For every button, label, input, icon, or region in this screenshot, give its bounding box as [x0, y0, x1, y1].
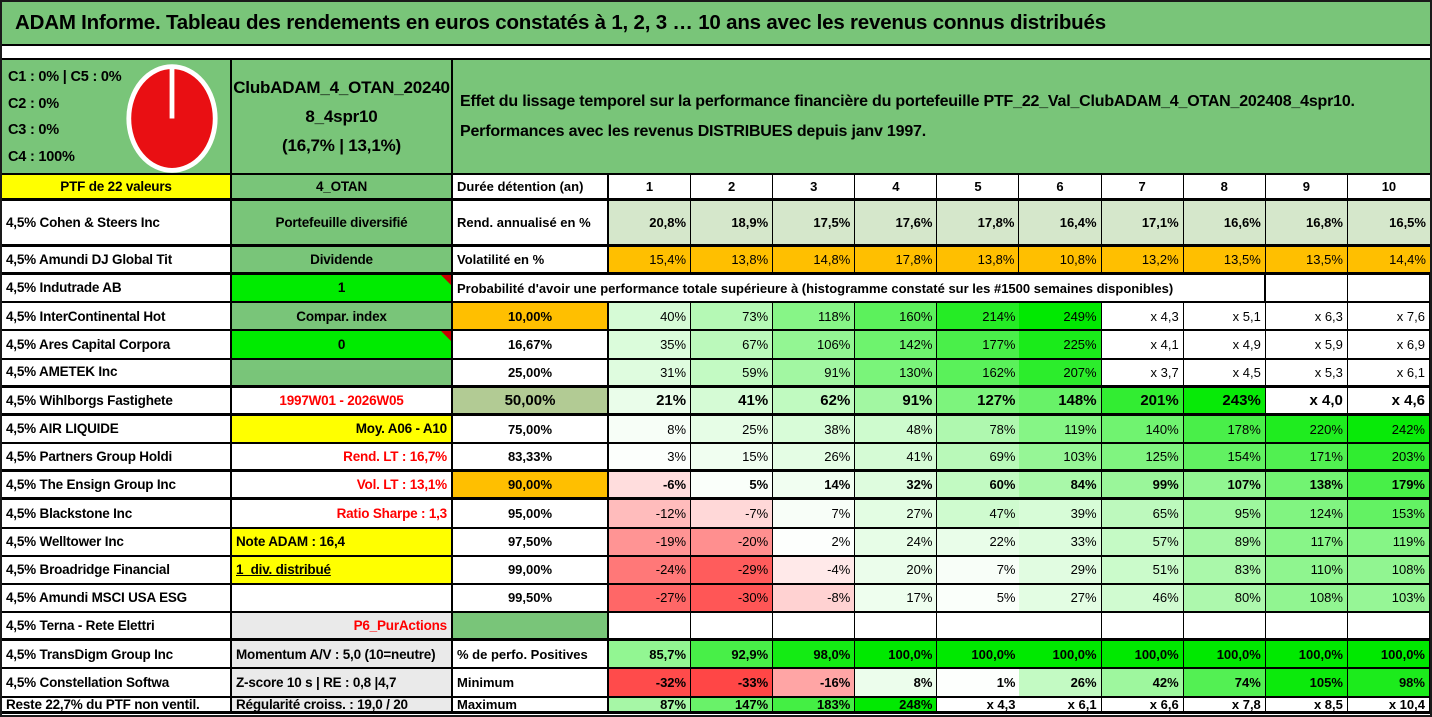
- value-cell[interactable]: 38%: [773, 416, 855, 444]
- value-cell[interactable]: 62%: [773, 388, 855, 416]
- attr-cell[interactable]: Ratio Sharpe : 1,3: [232, 500, 453, 528]
- value-cell[interactable]: x 8,5: [1266, 698, 1348, 715]
- value-cell[interactable]: 178%: [1184, 416, 1266, 444]
- value-cell[interactable]: 78%: [937, 416, 1019, 444]
- attr-cell[interactable]: [232, 585, 453, 613]
- value-cell[interactable]: 5: [937, 175, 1019, 201]
- attr-cell[interactable]: P6_PurActions: [232, 613, 453, 641]
- value-cell[interactable]: 119%: [1348, 529, 1430, 557]
- stock-name-cell[interactable]: 4,5% Terna - Rete Elettri: [2, 613, 232, 641]
- value-cell[interactable]: 177%: [937, 331, 1019, 359]
- value-cell[interactable]: [609, 613, 691, 641]
- value-cell[interactable]: 17,1%: [1102, 201, 1184, 247]
- value-cell[interactable]: x 7,8: [1184, 698, 1266, 715]
- value-cell[interactable]: 118%: [773, 303, 855, 331]
- attr-cell[interactable]: [232, 360, 453, 388]
- stock-name-cell[interactable]: 4,5% Blackstone Inc: [2, 500, 232, 528]
- stock-name-cell[interactable]: 4,5% Amundi DJ Global Tit: [2, 247, 232, 275]
- value-cell[interactable]: 10: [1348, 175, 1430, 201]
- stock-name-cell[interactable]: 4,5% Amundi MSCI USA ESG: [2, 585, 232, 613]
- ptf-header-cell[interactable]: PTF de 22 valeurs: [2, 175, 232, 201]
- value-cell[interactable]: 80%: [1184, 585, 1266, 613]
- stock-name-cell[interactable]: 4,5% TransDigm Group Inc: [2, 641, 232, 669]
- value-cell[interactable]: 26%: [773, 444, 855, 472]
- value-cell[interactable]: 41%: [855, 444, 937, 472]
- value-cell[interactable]: 27%: [1019, 585, 1101, 613]
- row-label-cell[interactable]: 16,67%: [453, 331, 609, 359]
- value-cell[interactable]: 1: [609, 175, 691, 201]
- stock-name-cell[interactable]: 4,5% Ares Capital Corpora: [2, 331, 232, 359]
- value-cell[interactable]: 67%: [691, 331, 773, 359]
- value-cell[interactable]: 154%: [1184, 444, 1266, 472]
- value-cell[interactable]: 201%: [1102, 388, 1184, 416]
- value-cell[interactable]: 26%: [1019, 669, 1101, 697]
- description-line: Effet du lissage temporel sur la performance financière du portefeuille PTF_22_Val_ClubADAM_4_OTAN_202408_4spr10.: [460, 92, 1355, 110]
- value-cell[interactable]: 22%: [937, 529, 1019, 557]
- portfolio-id-text: [232, 60, 451, 173]
- value-cell[interactable]: 10,8%: [1019, 247, 1101, 275]
- value-cell[interactable]: 2: [691, 175, 773, 201]
- returns-table: [2, 175, 1430, 714]
- value-cell[interactable]: x 3,7: [1102, 360, 1184, 388]
- value-cell[interactable]: -30%: [691, 585, 773, 613]
- value-cell[interactable]: -27%: [609, 585, 691, 613]
- value-cell[interactable]: 91%: [855, 388, 937, 416]
- stock-name-cell[interactable]: 4,5% Wihlborgs Fastighete: [2, 388, 232, 416]
- value-cell[interactable]: 13,8%: [937, 247, 1019, 275]
- value-cell[interactable]: [1019, 613, 1101, 641]
- value-cell[interactable]: 13,8%: [691, 247, 773, 275]
- value-cell[interactable]: 214%: [937, 303, 1019, 331]
- attr-cell[interactable]: 1: [232, 275, 453, 303]
- portfolio-id-line: (16,7% | 13,1%): [282, 136, 401, 155]
- value-cell[interactable]: 20,8%: [609, 201, 691, 247]
- value-cell[interactable]: 25%: [691, 416, 773, 444]
- value-cell[interactable]: 18,9%: [691, 201, 773, 247]
- attr-cell[interactable]: 4_OTAN: [232, 175, 453, 201]
- value-cell[interactable]: 100,0%: [1266, 641, 1348, 669]
- portfolio-id-line: ClubADAM_4_OTAN_20240: [233, 78, 450, 97]
- stock-name-cell[interactable]: 4,5% The Ensign Group Inc: [2, 472, 232, 500]
- value-cell[interactable]: 179%: [1348, 472, 1430, 500]
- value-cell[interactable]: 183%: [773, 698, 855, 715]
- value-cell[interactable]: -4%: [773, 557, 855, 585]
- value-cell[interactable]: x 6,6: [1102, 698, 1184, 715]
- value-cell[interactable]: 108%: [1266, 585, 1348, 613]
- attr-cell[interactable]: Régularité croiss. : 19,0 / 20: [232, 698, 453, 715]
- page-title: ADAM Informe. Tableau des rendements en euros constatés à 1, 2, 3 … 10 ans avec les revenus connus distribués: [2, 2, 1430, 46]
- row-label-cell[interactable]: 95,00%: [453, 500, 609, 528]
- value-cell[interactable]: 17,8%: [937, 201, 1019, 247]
- value-cell[interactable]: 31%: [609, 360, 691, 388]
- value-cell[interactable]: 105%: [1266, 669, 1348, 697]
- value-cell[interactable]: 140%: [1102, 416, 1184, 444]
- value-cell[interactable]: 98,0%: [773, 641, 855, 669]
- value-cell[interactable]: 8: [1184, 175, 1266, 201]
- value-cell[interactable]: 17,5%: [773, 201, 855, 247]
- row-label-cell[interactable]: Minimum: [453, 669, 609, 697]
- value-cell[interactable]: 99%: [1102, 472, 1184, 500]
- value-cell[interactable]: x 4,1: [1102, 331, 1184, 359]
- value-cell[interactable]: 242%: [1348, 416, 1430, 444]
- value-cell[interactable]: 40%: [609, 303, 691, 331]
- description-line: Performances avec les revenus DISTRIBUES depuis janv 1997.: [460, 122, 926, 140]
- value-cell[interactable]: 89%: [1184, 529, 1266, 557]
- value-cell[interactable]: [1266, 613, 1348, 641]
- value-cell[interactable]: 110%: [1266, 557, 1348, 585]
- value-cell[interactable]: -16%: [773, 669, 855, 697]
- value-cell[interactable]: 16,5%: [1348, 201, 1430, 247]
- stock-name-cell[interactable]: 4,5% Partners Group Holdi: [2, 444, 232, 472]
- value-cell[interactable]: -20%: [691, 529, 773, 557]
- portfolio-id-cell[interactable]: [232, 60, 453, 173]
- value-cell[interactable]: 106%: [773, 331, 855, 359]
- value-cell[interactable]: 142%: [855, 331, 937, 359]
- stock-name-cell[interactable]: 4,5% AMETEK Inc: [2, 360, 232, 388]
- attr-cell[interactable]: Compar. index: [232, 303, 453, 331]
- value-cell[interactable]: 107%: [1184, 472, 1266, 500]
- allocation-line: C1 : 0% | C5 : 0%: [8, 69, 122, 85]
- value-cell[interactable]: 100,0%: [1348, 641, 1430, 669]
- value-cell[interactable]: 124%: [1266, 500, 1348, 528]
- value-cell[interactable]: 127%: [937, 388, 1019, 416]
- value-cell[interactable]: 8%: [855, 669, 937, 697]
- value-cell[interactable]: 74%: [1184, 669, 1266, 697]
- value-cell[interactable]: 249%: [1019, 303, 1101, 331]
- value-cell[interactable]: 207%: [1019, 360, 1101, 388]
- value-cell[interactable]: 57%: [1102, 529, 1184, 557]
- stock-name-cell[interactable]: 4,5% Broadridge Financial: [2, 557, 232, 585]
- value-cell[interactable]: [937, 613, 1019, 641]
- value-cell[interactable]: 65%: [1102, 500, 1184, 528]
- value-cell[interactable]: 243%: [1184, 388, 1266, 416]
- value-cell[interactable]: 39%: [1019, 500, 1101, 528]
- allocation-pie-chart[interactable]: [124, 62, 220, 173]
- value-cell[interactable]: x 6,3: [1266, 303, 1348, 331]
- value-cell[interactable]: 91%: [773, 360, 855, 388]
- value-cell[interactable]: 5%: [937, 585, 1019, 613]
- value-cell[interactable]: 98%: [1348, 669, 1430, 697]
- row-label-cell[interactable]: [453, 613, 609, 641]
- attr-cell[interactable]: Portefeuille diversifié: [232, 201, 453, 247]
- value-cell[interactable]: x 7,6: [1348, 303, 1430, 331]
- row-label-cell[interactable]: 50,00%: [453, 388, 609, 416]
- value-cell[interactable]: 125%: [1102, 444, 1184, 472]
- value-cell[interactable]: 14,4%: [1348, 247, 1430, 275]
- value-cell[interactable]: 16,4%: [1019, 201, 1101, 247]
- value-cell[interactable]: x 4,3: [937, 698, 1019, 715]
- value-cell[interactable]: x 4,5: [1184, 360, 1266, 388]
- row-label-cell[interactable]: 99,50%: [453, 585, 609, 613]
- value-cell[interactable]: 100,0%: [1184, 641, 1266, 669]
- value-cell[interactable]: 248%: [855, 698, 937, 715]
- value-cell[interactable]: x 5,3: [1266, 360, 1348, 388]
- attr-cell[interactable]: 0: [232, 331, 453, 359]
- value-cell[interactable]: 35%: [609, 331, 691, 359]
- value-cell[interactable]: 16,6%: [1184, 201, 1266, 247]
- value-cell[interactable]: 153%: [1348, 500, 1430, 528]
- value-cell[interactable]: 85,7%: [609, 641, 691, 669]
- value-cell[interactable]: 100,0%: [855, 641, 937, 669]
- value-cell[interactable]: 6: [1019, 175, 1101, 201]
- value-cell[interactable]: 27%: [855, 500, 937, 528]
- value-cell[interactable]: 100,0%: [1102, 641, 1184, 669]
- value-cell[interactable]: [691, 613, 773, 641]
- value-cell[interactable]: 103%: [1348, 585, 1430, 613]
- value-cell[interactable]: -8%: [773, 585, 855, 613]
- row-label-cell[interactable]: 25,00%: [453, 360, 609, 388]
- stock-name-cell[interactable]: 4,5% Cohen & Steers Inc: [2, 201, 232, 247]
- value-cell[interactable]: 17,8%: [855, 247, 937, 275]
- value-cell[interactable]: 13,5%: [1266, 247, 1348, 275]
- value-cell[interactable]: 83%: [1184, 557, 1266, 585]
- value-cell[interactable]: 100,0%: [1019, 641, 1101, 669]
- attr-cell[interactable]: Momentum A/V : 5,0 (10=neutre): [232, 641, 453, 669]
- value-cell[interactable]: 59%: [691, 360, 773, 388]
- value-cell[interactable]: [1348, 613, 1430, 641]
- value-cell[interactable]: 60%: [937, 472, 1019, 500]
- value-cell[interactable]: 2%: [773, 529, 855, 557]
- value-cell[interactable]: [773, 613, 855, 641]
- value-cell[interactable]: [1184, 613, 1266, 641]
- value-cell[interactable]: 4: [855, 175, 937, 201]
- value-cell[interactable]: 130%: [855, 360, 937, 388]
- value-cell[interactable]: 220%: [1266, 416, 1348, 444]
- value-cell[interactable]: 203%: [1348, 444, 1430, 472]
- value-cell[interactable]: 14%: [773, 472, 855, 500]
- value-cell[interactable]: -12%: [609, 500, 691, 528]
- value-cell[interactable]: 119%: [1019, 416, 1101, 444]
- row-label-cell[interactable]: 99,00%: [453, 557, 609, 585]
- value-cell[interactable]: 87%: [609, 698, 691, 715]
- attr-cell[interactable]: Dividende: [232, 247, 453, 275]
- stock-name-cell[interactable]: 4,5% Indutrade AB: [2, 275, 232, 303]
- allocation-line: C3 : 0%: [8, 122, 59, 138]
- empty-cell[interactable]: [1266, 275, 1348, 303]
- value-cell[interactable]: x 4,0: [1266, 388, 1348, 416]
- value-cell[interactable]: x 6,9: [1348, 331, 1430, 359]
- value-cell[interactable]: 7%: [937, 557, 1019, 585]
- value-cell[interactable]: 3: [773, 175, 855, 201]
- value-cell[interactable]: 41%: [691, 388, 773, 416]
- value-cell[interactable]: 24%: [855, 529, 937, 557]
- value-cell[interactable]: 108%: [1348, 557, 1430, 585]
- value-cell[interactable]: -7%: [691, 500, 773, 528]
- value-cell[interactable]: 160%: [855, 303, 937, 331]
- value-cell[interactable]: 51%: [1102, 557, 1184, 585]
- row-label-cell[interactable]: 90,00%: [453, 472, 609, 500]
- row-label-cell[interactable]: Volatilité en %: [453, 247, 609, 275]
- attr-cell[interactable]: 1997W01 - 2026W05: [232, 388, 453, 416]
- value-cell[interactable]: -19%: [609, 529, 691, 557]
- value-cell[interactable]: 5%: [691, 472, 773, 500]
- row-label-cell[interactable]: 10,00%: [453, 303, 609, 331]
- value-cell[interactable]: 3%: [609, 444, 691, 472]
- value-cell[interactable]: 17,6%: [855, 201, 937, 247]
- value-cell[interactable]: 33%: [1019, 529, 1101, 557]
- value-cell[interactable]: 13,2%: [1102, 247, 1184, 275]
- empty-cell[interactable]: [1348, 275, 1430, 303]
- value-cell[interactable]: x 6,1: [1019, 698, 1101, 715]
- attr-cell[interactable]: 1_div. distribué: [232, 557, 453, 585]
- value-cell[interactable]: 13,5%: [1184, 247, 1266, 275]
- value-cell[interactable]: 138%: [1266, 472, 1348, 500]
- value-cell[interactable]: 73%: [691, 303, 773, 331]
- value-cell[interactable]: 20%: [855, 557, 937, 585]
- spacer: [2, 46, 1430, 58]
- value-cell[interactable]: x 4,9: [1184, 331, 1266, 359]
- value-cell[interactable]: 103%: [1019, 444, 1101, 472]
- value-cell[interactable]: 171%: [1266, 444, 1348, 472]
- value-cell[interactable]: 47%: [937, 500, 1019, 528]
- value-cell[interactable]: 46%: [1102, 585, 1184, 613]
- stock-name-cell[interactable]: 4,5% Welltower Inc: [2, 529, 232, 557]
- stock-name-cell[interactable]: 4,5% InterContinental Hot: [2, 303, 232, 331]
- row-label-cell[interactable]: Durée détention (an): [453, 175, 609, 201]
- value-cell[interactable]: -6%: [609, 472, 691, 500]
- value-cell[interactable]: 100,0%: [937, 641, 1019, 669]
- attr-cell[interactable]: Note ADAM : 16,4: [232, 529, 453, 557]
- stock-name-cell[interactable]: 4,5% AIR LIQUIDE: [2, 416, 232, 444]
- value-cell[interactable]: x 10,4: [1348, 698, 1430, 715]
- allocation-classes-text: [8, 64, 121, 170]
- row-label-cell[interactable]: 75,00%: [453, 416, 609, 444]
- value-cell[interactable]: -29%: [691, 557, 773, 585]
- value-cell[interactable]: [855, 613, 937, 641]
- value-cell[interactable]: 148%: [1019, 388, 1101, 416]
- value-cell[interactable]: 42%: [1102, 669, 1184, 697]
- value-cell[interactable]: 95%: [1184, 500, 1266, 528]
- value-cell[interactable]: -33%: [691, 669, 773, 697]
- stock-name-cell[interactable]: Reste 22,7% du PTF non ventil.: [2, 698, 232, 715]
- value-cell[interactable]: 29%: [1019, 557, 1101, 585]
- value-cell[interactable]: 14,8%: [773, 247, 855, 275]
- value-cell[interactable]: x 5,1: [1184, 303, 1266, 331]
- row-label-cell[interactable]: 97,50%: [453, 529, 609, 557]
- value-cell[interactable]: 32%: [855, 472, 937, 500]
- header-block: [2, 58, 1430, 175]
- attr-cell[interactable]: Moy. A06 - A10: [232, 416, 453, 444]
- attr-cell[interactable]: Rend. LT : 16,7%: [232, 444, 453, 472]
- attr-cell[interactable]: Z-score 10 s | RE : 0,8 |4,7: [232, 669, 453, 697]
- allocation-cell[interactable]: [2, 60, 232, 173]
- row-label-cell[interactable]: Maximum: [453, 698, 609, 715]
- row-label-cell[interactable]: 83,33%: [453, 444, 609, 472]
- value-cell[interactable]: x 4,6: [1348, 388, 1430, 416]
- value-cell[interactable]: 15,4%: [609, 247, 691, 275]
- allocation-line: C4 : 100%: [8, 148, 75, 165]
- description-cell[interactable]: [453, 60, 1430, 173]
- attr-cell[interactable]: Vol. LT : 13,1%: [232, 472, 453, 500]
- value-cell[interactable]: 15%: [691, 444, 773, 472]
- stock-name-cell[interactable]: 4,5% Constellation Softwa: [2, 669, 232, 697]
- value-cell[interactable]: 21%: [609, 388, 691, 416]
- value-cell[interactable]: 8%: [609, 416, 691, 444]
- value-cell[interactable]: 147%: [691, 698, 773, 715]
- portfolio-id-line: 8_4spr10: [305, 107, 378, 126]
- row-label-cell[interactable]: Rend. annualisé en %: [453, 201, 609, 247]
- value-cell[interactable]: [1102, 613, 1184, 641]
- value-cell[interactable]: 7: [1102, 175, 1184, 201]
- value-cell[interactable]: 1%: [937, 669, 1019, 697]
- value-cell[interactable]: 48%: [855, 416, 937, 444]
- value-cell[interactable]: 17%: [855, 585, 937, 613]
- value-cell[interactable]: 162%: [937, 360, 1019, 388]
- value-cell[interactable]: x 6,1: [1348, 360, 1430, 388]
- value-cell[interactable]: 7%: [773, 500, 855, 528]
- value-cell[interactable]: 69%: [937, 444, 1019, 472]
- value-cell[interactable]: 117%: [1266, 529, 1348, 557]
- value-cell[interactable]: x 5,9: [1266, 331, 1348, 359]
- value-cell[interactable]: 16,8%: [1266, 201, 1348, 247]
- allocation-line: C2 : 0%: [8, 95, 59, 112]
- row-label-cell[interactable]: % de perfo. Positives: [453, 641, 609, 669]
- value-cell[interactable]: 92,9%: [691, 641, 773, 669]
- description-text: [453, 60, 1430, 173]
- probability-header-cell[interactable]: Probabilité d'avoir une performance totale supérieure à (histogramme constaté sur les #1500 semaines disponibles): [453, 275, 1266, 303]
- value-cell[interactable]: x 4,3: [1102, 303, 1184, 331]
- value-cell[interactable]: -32%: [609, 669, 691, 697]
- value-cell[interactable]: 9: [1266, 175, 1348, 201]
- value-cell[interactable]: -24%: [609, 557, 691, 585]
- value-cell[interactable]: 84%: [1019, 472, 1101, 500]
- value-cell[interactable]: 225%: [1019, 331, 1101, 359]
